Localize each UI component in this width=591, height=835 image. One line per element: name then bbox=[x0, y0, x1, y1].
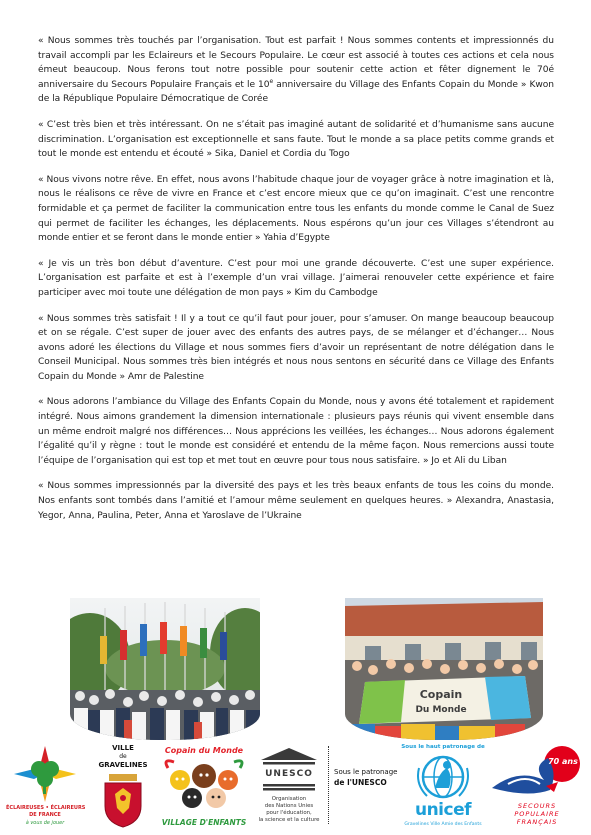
unicef-globe-icon bbox=[417, 754, 469, 800]
eclaireurs-compass-icon bbox=[6, 744, 84, 804]
photo-flag-ceremony bbox=[70, 598, 260, 740]
gravelines-line-1: VILLE bbox=[112, 744, 134, 752]
eclaireurs-logo bbox=[6, 744, 84, 832]
eclaireurs-tagline: à vous de jouer bbox=[25, 820, 65, 826]
logo-divider bbox=[328, 746, 329, 824]
copain-kids-icon bbox=[160, 758, 248, 816]
banner-text-2: Du Monde bbox=[415, 705, 467, 715]
patronage-line-1: Sous le patronage bbox=[334, 768, 398, 776]
spf-dove-icon bbox=[488, 744, 586, 804]
unicef-bottom-text: Gravelines Ville Amie des Enfants bbox=[404, 822, 482, 827]
testimonials-block bbox=[38, 34, 554, 534]
unesco-patronage bbox=[334, 768, 408, 798]
testimonial-2: « C’est très bien et très intéressant. On ne s’était pas imaginé autant de solidarité et d’humanisme sans aucune discrimination. L’organisation est exceptionnelle et sans faute. Tout le monde a sa place petits comme grands et tout le monde est entendu et écouté » Sika, Daniel et Cordia du Togo bbox=[38, 119, 554, 160]
flag-ceremony-image bbox=[70, 598, 260, 740]
testimonial-7: « Nous sommes impressionnés par la diversité des pays et les très beaux enfants de tous les coins du monde. Nos enfants sont tombés dans l’amitié et l’amour même seulement en quelques heures. » Alexandra, Anastasia, Yegor, Anna, Paulina, Peter, Anna et Yaroslave de l’Ukraine bbox=[38, 481, 554, 521]
group-banner-image bbox=[345, 598, 543, 740]
unesco-word: UNESCO bbox=[265, 769, 313, 779]
testimonial-5: « Nous sommes très satisfait ! Il y a tout ce qu’il faut pour jouer, pour s’amuser. On mange beaucoup beaucoup et on se régale. C’est super de jouer avec des enfants des autres pays, de se mélanger et d’échanger… Nous avons adoré les élections du Village et nous sommes fiers d’avoir un représentant de notre délégation dans le Conseil Municipal. Nous sommes très bien intégrés et nous nous sentons en sécurité dans ce Village des Enfants Copain du Monde » Amr de Palestine bbox=[38, 313, 554, 382]
unicef-top-text: Sous le haut patronage de bbox=[401, 744, 485, 750]
unesco-desc-3: pour l'éducation, bbox=[266, 810, 312, 816]
copain-village-text: VILLAGE D'ENFANTS bbox=[161, 818, 247, 827]
testimonial-4: « Je vis un très bon début d’aventure. C’est pour moi une grande découverte. C’est une super expérience. L’organisation est parfaite et est à l’exemple d’un vrai village. J’aimerai renouveler cette expérience et faire participer avec moi toute une délégation de mon pays » Kim du Cambodge bbox=[38, 258, 554, 298]
spf-line-1: SECOURS bbox=[517, 802, 557, 810]
eclaireurs-name-1: ÉCLAIREUSES • ÉCLAIREURS bbox=[6, 805, 86, 811]
gravelines-line-2: de bbox=[119, 753, 127, 760]
spf-line-2: POPULAIRE bbox=[514, 810, 560, 818]
secours-populaire-logo bbox=[488, 744, 586, 834]
banner-text-1: Copain bbox=[419, 688, 463, 701]
eclaireurs-name-2: DE FRANCE bbox=[29, 812, 61, 818]
unesco-desc-2: des Nations Unies bbox=[264, 803, 314, 809]
patronage-line-2: de l'UNESCO bbox=[334, 778, 387, 787]
unesco-desc-1: Organisation bbox=[271, 796, 307, 802]
copain-du-monde-logo bbox=[160, 744, 248, 834]
testimonial-3: « Nous vivons notre rêve. En effet, nous avons l’habitude chaque jour de voyager grâce à notre imagination et là, nous le réalisons ce rêve de vivre en France et c’est encore mieux que ce qu’on imaginait. C’est une rencontre formidable et ça permet de faciliter la communication entre tous les enfants du monde comme le Canal de Suez qui permet de faciliter les échanges, les déplacements. Nous espérons qu’un jour ces Villages s’étendront au monde entier et se feront dans le monde entier » Yahia d’Egypte bbox=[38, 174, 554, 244]
copain-arc-text: Copain du Monde bbox=[164, 746, 244, 755]
spf-years: 70 ans bbox=[548, 757, 578, 766]
photo-group-banner bbox=[345, 598, 543, 740]
gravelines-logo bbox=[92, 744, 154, 832]
testimonial-6: « Nous adorons l’ambiance du Village des Enfants Copain du Monde, nous y avons été totalement et rapidement intégré. Nous aimons grandement la dimension internationale : plusieurs pays réunis qui vivent ensemble dans un même endroit malgré nos différences… Nous apprécions les veillées, les échanges… Nous adorons également l’égalité qu’il y règne : tout le monde est considéré et entendu de la même façon. Nous remercions aussi toute l’équipe de l’organisation qui est top et met tout en œuvre pour tous nous satisfaire. » Jo et Ali du Liban bbox=[38, 397, 554, 466]
gravelines-crest-icon bbox=[103, 774, 143, 828]
spf-line-3: FRANÇAIS bbox=[516, 818, 558, 826]
unicef-word: unicef bbox=[414, 800, 472, 820]
unesco-logo bbox=[252, 746, 326, 834]
gravelines-line-3: GRAVELINES bbox=[98, 761, 148, 769]
unesco-desc-4: la science et la culture bbox=[258, 817, 320, 823]
testimonial-1: « Nous sommes très touchés par l’organisation. Tout est parfait ! Nous sommes contents et impressionnés du travail accompli par les Eclaireurs et le Secours Populaire. Le cœur est associé à toutes ces actions et cela nous émeut beaucoup. Nous ferons tout notre possible pour soutenir cette action et fêter dignement le 70é anniversaire du Secours Populaire Français et le 10e anniversaire du Village des Enfants Copain du Monde » Kwon de la République Populaire Démocratique de Corée bbox=[38, 36, 555, 105]
unicef-logo bbox=[400, 744, 486, 834]
